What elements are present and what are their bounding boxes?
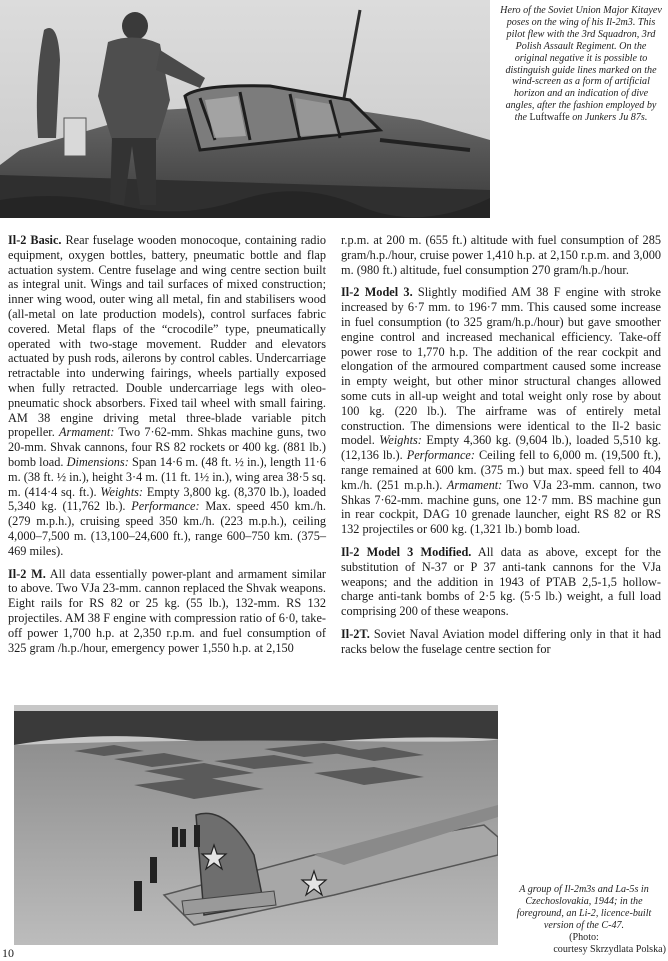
section-il2-model3-modified <box>341 545 661 619</box>
il2-basic-dimensions-label: Dimensions: <box>66 454 129 469</box>
section-il2t <box>341 627 661 657</box>
il2-basic-performance: Max. speed 450 km./h. (279 m.p.h.), cruising speed 350 km./h. (223 m.p.h.), ceiling 4,000–7,500 m. (13,100–24,600 ft.), range 600–750 km. (375–469 miles). <box>8 499 327 558</box>
il2-basic-performance-label: Performance: <box>131 499 200 514</box>
heading-il2-basic: Il-2 Basic. <box>8 233 62 247</box>
il2-model3-modified-body: All data as above, except for the substitution of N-37 or P 37 anti-tank cannons for the VJa weapons; and the addition in 1943 of PTAB 2,5-1,5 hollow-charge anti-tank bombs of 2·5 kg. (5·5 lb.) weight, a full load comprising 200 of these weapons. <box>341 544 661 619</box>
top-caption-luftwaffe: Luftwaffe <box>529 112 570 124</box>
il2t-body: Soviet Naval Aviation model differing only in that it had racks below the fuselage centre section for <box>341 626 662 656</box>
left-text-column <box>8 233 326 663</box>
il2-m-continued <box>341 233 661 277</box>
bottom-caption-text: A group of Il-2m3s and La-5s in Czechoslovakia, 1944; in the foreground, an Li-2, licence-built version of the C-47. <box>516 884 652 931</box>
il2-model3-weights: Empty 4,360 kg. (9,604 lb.), loaded 5,510 kg. (12,136 lb.). <box>341 433 661 463</box>
il2-basic-dimensions: Span 14·6 m. (48 ft. ½ in.), length 11·6 m. (38 ft. ½ in.), height 3·4 m. (11 ft. 1½ in.), wing area 38·5 sq. m. (414·4 sq. ft.). <box>8 454 326 499</box>
il2-model3-weights-label: Weights: <box>379 433 422 448</box>
il2-m-body: All data essentially power-plant and armament similar to above. Two VJa 23-mm. cannon replaced the Shvak weapons. Eight rails for RS 82 or 25 kg. (55 lb.), 132-mm. RS 132 projectiles. AM 38 F engine with compression ratio of 6·0, take-off power 1,700 h.p. at 2,350 r.p.m. and fuel consumption of 325 gram /h.p./hour, emergency power 1,550 h.p. at 2,150 <box>8 566 326 655</box>
il2-basic-armament: Two 7·62-mm. Shkas machine guns, two 20-mm. Shvak cannons, four RS 82 rockets or 400 kg. (881 lb.) bomb load. <box>8 425 326 469</box>
heading-il2t: Il-2T. <box>341 626 370 641</box>
bottom-caption-credit: (Photo: <box>569 931 599 943</box>
section-il2-m <box>8 567 326 656</box>
top-caption-text: Hero of the Soviet Union Major Kitayev poses on the wing of his Il-2m3. This pilot flew with the 3rd Squadron, 3rd Polish Assault Regiment. On the original negative it is possible to distinguish guide lines marked on the wind-screen as a form of artificial horizon and an indication of dive angles, after the fashion employed by the <box>500 5 662 124</box>
il2-basic-weights-label: Weights: <box>100 484 143 499</box>
il2-basic-weights: Empty 3,800 kg. (8,370 lb.), loaded 5,340 kg. (11,762 lb.). <box>8 484 326 514</box>
right-text-column <box>341 233 661 665</box>
il2-model3-armament-label: Armament: <box>446 477 503 492</box>
il2-m-body-continued: r.p.m. at 200 m. (655 ft.) altitude with fuel consumption of 285 gram/h.p./hour, cruise power 1,410 h.p. at 2,150 r.p.m. and 3,000 m. (980 ft.) altitude, fuel consumption 270 gram/h.p./hour. <box>341 233 661 277</box>
bottom-caption-credit-source: courtesy Skrzydlata Polska) <box>553 943 666 955</box>
heading-il2-model3: Il-2 Model 3. <box>341 285 413 300</box>
bottom-photo-caption <box>502 884 666 955</box>
il2-basic-armament-label: Armament: <box>59 425 115 440</box>
heading-il2-m: Il-2 M. <box>8 566 46 581</box>
il2-basic-body: Rear fuselage wooden monocoque, containing radio equipment, oxygen bottles, battery, pneumatic bottle and flap actuation system. Centre fuselage and wing centre section built as integral unit. Wings and tail surfaces of mixed construction; inner wing wood, outer wing all metal, fin and stabilisers wood (all-metal on late production models), control surfaces fabric covered. Metal flaps of the “crocodile” type, pneumatically operated with two-stage movement. Rudder and elevators actuated by push rods, ailerons by control cables. Undercarriage retractable into underwing fairings, wheels partially exposed when fully retracted. Double undercarriage legs with oleo-pneumatic shock absorbers. Fixed tail wheel with small fairing. AM 38 engine driving metal three-blade variable pitch propeller. <box>8 233 327 440</box>
section-il2-model3 <box>341 285 661 537</box>
page-number: 10 <box>2 946 14 960</box>
section-il2-basic <box>8 233 326 559</box>
il2-model3-performance-label: Performance: <box>406 448 475 463</box>
il2-model3-armament: Two VJa 23-mm. cannon, two Shkas 7·62-mm. machine guns, one 12·7 mm. BS machine gun in rear cockpit, DAG 10 grenade launcher, eight RS 82 or RS 132 projectiles or 600 kg. (1,321 lb.) bomb load. <box>341 477 662 537</box>
top-caption-end: on Junkers Ju 87s. <box>572 112 648 124</box>
il2-model3-body: Slightly modified AM 38 F engine with stroke increased by 6·7 mm. to 196·7 mm. This caused some increase in fuel consumption (to 325 gram/h.p./hour) but gave smoother engine control and increased mechanical efficiency. Take-off power rose to 1,770 h.p. The addition of the rear cockpit and elongation of the armoured compartment caused some increase in empty weight, but other minor structural changes allowed some cuts in all-up weight and total weight only rose by about 100 kg. (220 lb.). The airframe was of entirely metal construction. The dimensions were identical to the Il-2 basic model. <box>341 285 661 448</box>
photo-airfield-group <box>14 705 498 945</box>
top-photo-caption <box>500 5 662 124</box>
heading-il2-model3-modified: Il-2 Model 3 Modified. <box>341 544 472 559</box>
il2-model3-performance: Ceiling fell to 6,000 m. (19,500 ft.), range remained at 600 km. (375 m.) but max. speed fell to 404 km./h. (251 m.p.h.). <box>341 448 661 492</box>
photo-pilot-on-wing <box>0 0 490 218</box>
